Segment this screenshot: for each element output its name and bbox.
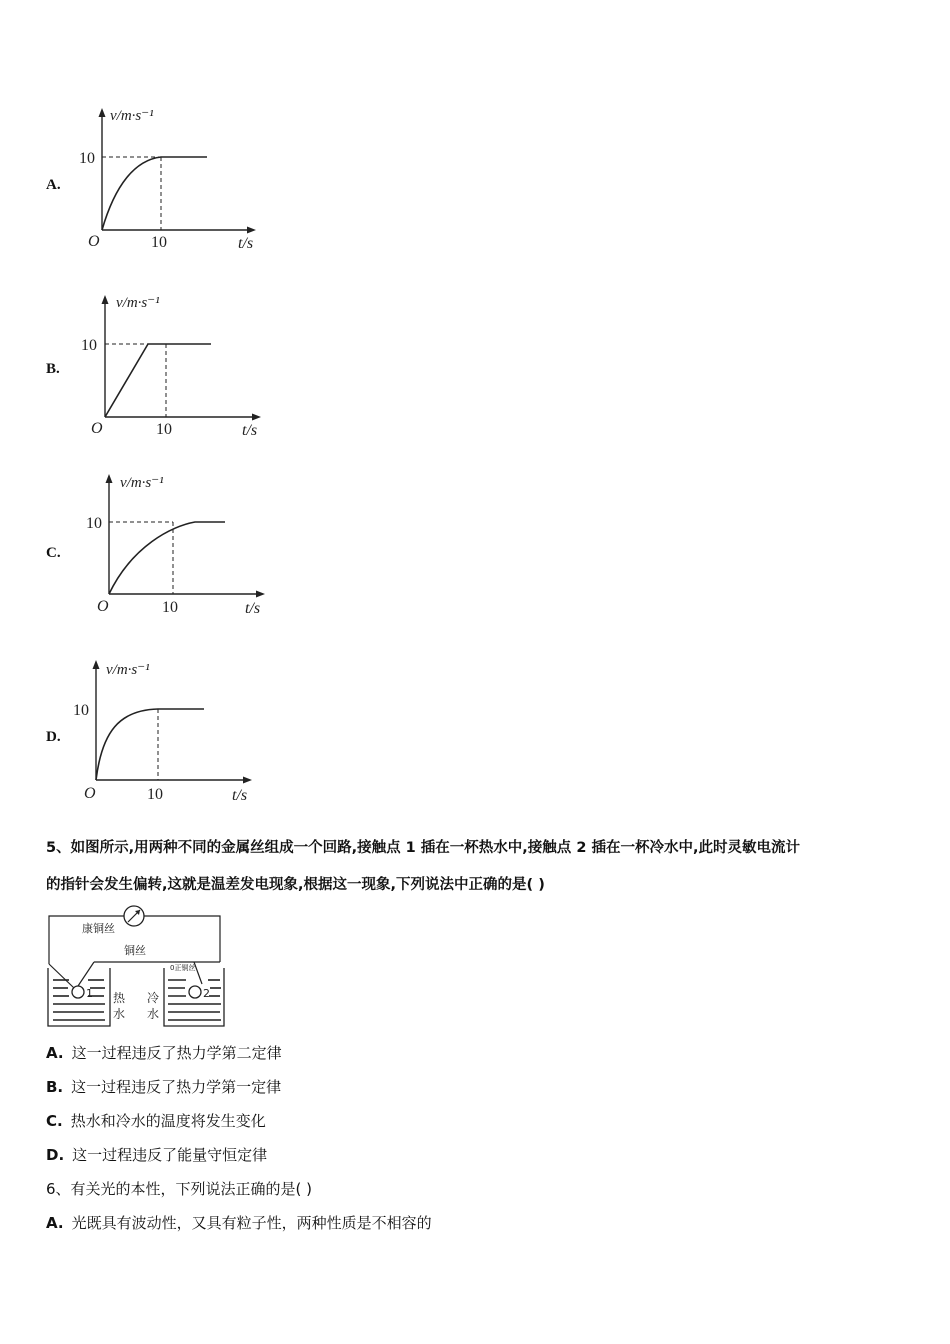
x-axis-arrow	[256, 591, 265, 598]
y-axis-label: v/m·s⁻¹	[120, 475, 164, 491]
q5-option-b-letter: B.	[46, 1078, 64, 1096]
q5-text-line2: 的指针会发生偏转,这就是温差发电现象,根据这一现象,下列说法中正确的是( )	[46, 877, 545, 893]
velocity-curve	[105, 344, 211, 417]
x-axis-arrow	[252, 414, 261, 421]
y-tick-10: 10	[81, 337, 97, 354]
q5-option-d-letter: D.	[46, 1146, 65, 1164]
wire-bottom-label: 铜丝	[124, 944, 146, 957]
q5-option-a-text: 这一过程违反了热力学第二定律	[71, 1044, 282, 1062]
wire-top-label: 康铜丝	[82, 922, 115, 935]
hot-water-label-2: 水	[113, 1007, 126, 1021]
option-c-label: C.	[46, 545, 61, 561]
origin-label: O	[97, 598, 109, 615]
q6-option-a-letter: A.	[46, 1214, 64, 1232]
origin-label: O	[88, 233, 100, 250]
contact-point-1	[72, 986, 84, 998]
option-d-label: D.	[46, 729, 61, 745]
x-axis-arrow	[243, 777, 252, 784]
graph-c	[87, 466, 287, 626]
option-b-label: B.	[46, 361, 60, 377]
y-axis-arrow	[106, 474, 113, 483]
cold-water-label-1: 冷	[147, 991, 160, 1005]
x-tick-10: 10	[147, 786, 163, 803]
origin-label: O	[91, 420, 103, 437]
y-tick-10: 10	[86, 515, 102, 532]
q6-option-a-text: 光既具有波动性，又具有粒子性，两种性质是不相容的	[71, 1214, 432, 1232]
q5-option-d-text: 这一过程违反了能量守恒定律	[72, 1146, 268, 1164]
contact-point-2	[189, 986, 201, 998]
point-2-label: 2	[203, 987, 210, 1000]
x-tick-10: 10	[151, 234, 167, 251]
q5-option-a	[46, 1042, 282, 1063]
x-tick-10: 10	[156, 421, 172, 438]
y-axis-arrow	[102, 295, 109, 304]
q6-option-a	[46, 1212, 432, 1233]
small-wire-label: 0正铜丝	[170, 964, 196, 972]
q5-option-d	[46, 1144, 267, 1165]
q5-option-c	[46, 1110, 266, 1131]
y-axis-arrow	[99, 108, 106, 117]
y-tick-10: 10	[73, 702, 89, 719]
q5-option-c-letter: C.	[46, 1112, 63, 1130]
q5-option-b-text: 这一过程违反了热力学第一定律	[71, 1078, 282, 1096]
x-axis-label: t/s	[232, 787, 248, 804]
y-axis-label: v/m·s⁻¹	[110, 108, 154, 124]
hot-water-label-1: 热	[113, 991, 126, 1005]
q6-question: 6、有关光的本性，下列说法正确的是( )	[46, 1180, 313, 1198]
velocity-curve	[96, 709, 204, 780]
q5-option-a-letter: A.	[46, 1044, 64, 1062]
x-axis-arrow	[247, 227, 256, 234]
option-a-label: A.	[46, 177, 61, 193]
y-tick-10: 10	[79, 150, 95, 167]
origin-label: O	[84, 785, 96, 802]
y-axis-label: v/m·s⁻¹	[106, 662, 150, 678]
q5-option-c-text: 热水和冷水的温度将发生变化	[70, 1112, 266, 1130]
velocity-curve	[102, 157, 207, 230]
y-axis-label: v/m·s⁻¹	[116, 295, 160, 311]
q5-text-line1: 5、如图所示,用两种不同的金属丝组成一个回路,接触点 1 插在一杯热水中,接触点 2 插在一杯冷水中,此时灵敏电流计	[46, 840, 800, 856]
velocity-curve	[109, 522, 225, 594]
x-axis-label: t/s	[242, 422, 258, 439]
graph-a	[80, 100, 280, 260]
graph-d	[74, 652, 274, 812]
q5-option-b	[46, 1076, 281, 1097]
y-axis-arrow	[93, 660, 100, 669]
x-tick-10: 10	[162, 599, 178, 616]
cold-water-label-2: 水	[147, 1007, 160, 1021]
thermocouple-figure	[44, 902, 229, 1030]
x-axis-label: t/s	[245, 600, 261, 617]
x-axis-label: t/s	[238, 235, 254, 252]
point-1-label: 1	[86, 987, 93, 1000]
graph-b	[83, 287, 283, 447]
